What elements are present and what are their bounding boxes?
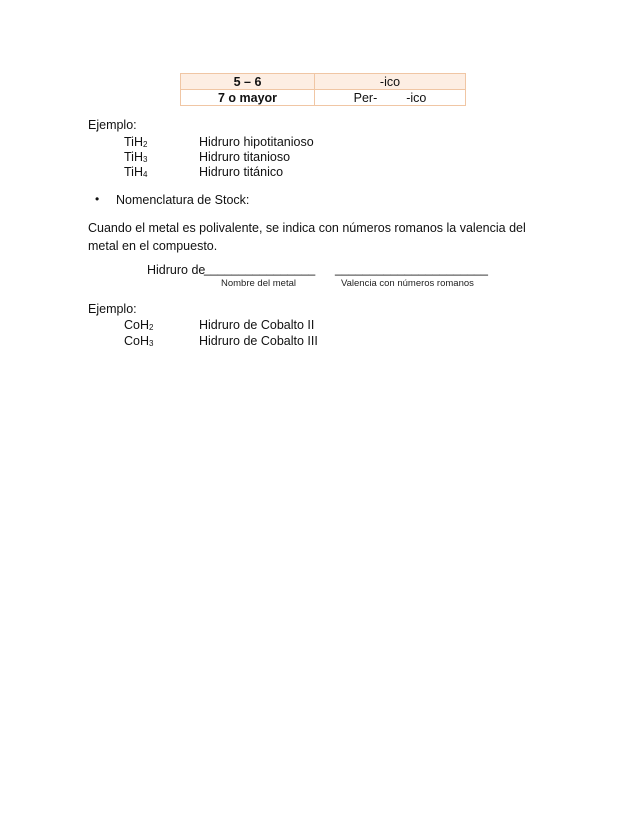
- affix-cell: -ico: [315, 74, 466, 90]
- template-prefix: Hidruro de: [147, 263, 206, 277]
- bullet-icon: •: [95, 192, 100, 206]
- compound-name: Hidruro titánico: [199, 165, 284, 179]
- formula: TiH4: [124, 165, 148, 179]
- valence-row: [181, 74, 466, 90]
- caption: Nombre del metal: [221, 278, 296, 289]
- blank-line: ________________: [204, 262, 316, 276]
- example-heading: Ejemplo:: [88, 302, 137, 316]
- formula: TiH3: [124, 150, 148, 164]
- paragraph: [88, 219, 558, 255]
- blank-line: ______________________: [335, 262, 488, 276]
- valence-cell: 7 o mayor: [181, 90, 315, 106]
- caption: Valencia con números romanos: [341, 278, 474, 289]
- suffix-text: -ico: [406, 90, 427, 105]
- compound-name: Hidruro hipotitanioso: [199, 135, 314, 149]
- compound-name: Hidruro de Cobalto II: [199, 318, 315, 332]
- affix-cell: [315, 90, 466, 106]
- valence-row: [181, 90, 466, 106]
- valence-cell: 5 – 6: [181, 74, 315, 90]
- prefix-text: Per-: [353, 90, 378, 105]
- example-heading: Ejemplo:: [88, 118, 137, 132]
- section-heading: Nomenclatura de Stock:: [116, 193, 250, 207]
- paragraph-line: metal en el compuesto.: [88, 239, 218, 253]
- formula: TiH2: [124, 135, 148, 149]
- paragraph-line: Cuando el metal es polivalente, se indica con números romanos la valencia del: [88, 221, 526, 235]
- compound-name: Hidruro de Cobalto III: [199, 334, 318, 348]
- compound-name: Hidruro titanioso: [199, 150, 291, 164]
- formula: CoH2: [124, 318, 154, 332]
- valence-table: [180, 73, 466, 106]
- formula: CoH3: [124, 334, 154, 348]
